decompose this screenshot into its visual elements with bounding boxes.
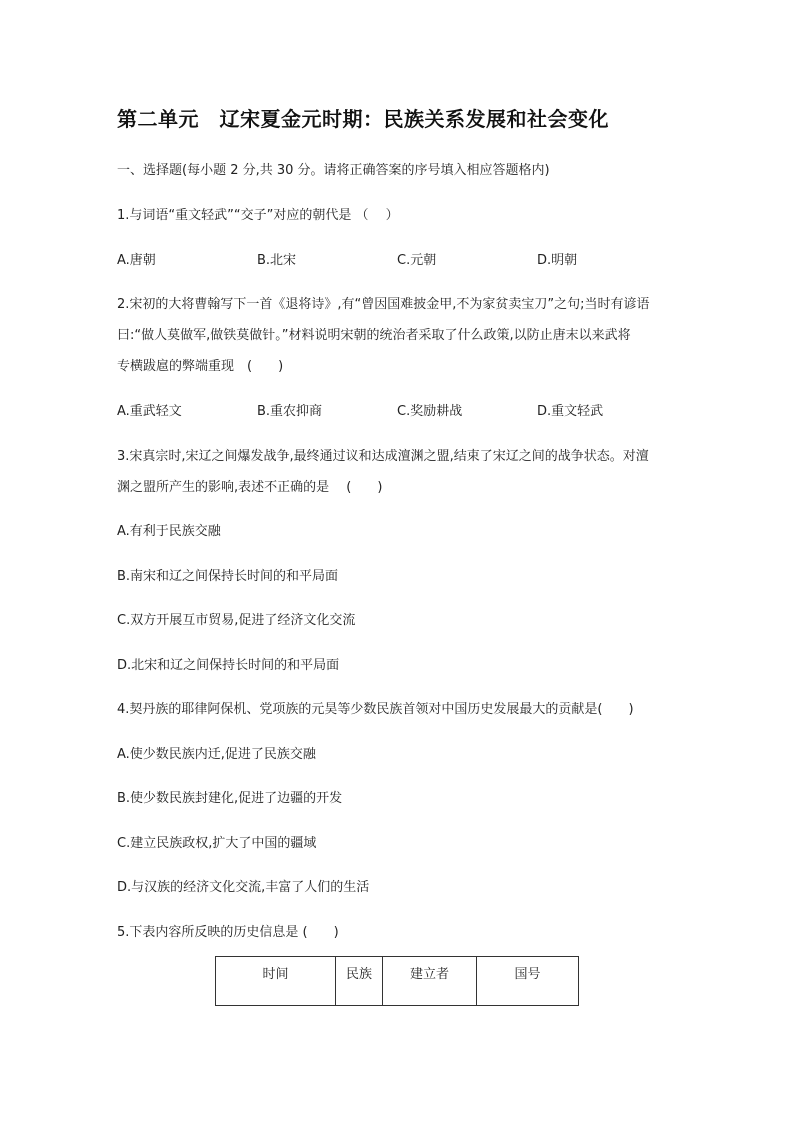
page-title: 第二单元 辽宋夏金元时期：民族关系发展和社会变化	[117, 107, 609, 131]
q3-option-c: C.双方开展互市贸易,促进了经济文化交流	[117, 613, 356, 628]
question-1-text: 1.与词语“重文轻武”“交子”对应的朝代是 （ ）	[117, 208, 399, 223]
q4-option-a: A.使少数民族内迁,促进了民族交融	[117, 747, 316, 762]
question-2-line-1: 2.宋初的大将曹翰写下一首《退将诗》,有“曾因国难披金甲,不为家贫卖宝刀”之句;当时有谚语	[117, 297, 650, 312]
question-4-text: 4.契丹族的耶律阿保机、党项族的元昊等少数民族首领对中国历史发展最大的贡献是( )	[117, 702, 634, 717]
table-header-row	[216, 957, 579, 1006]
q2-option-d: D.重文轻武	[537, 404, 604, 419]
section-header: 一、选择题(每小题 2 分,共 30 分。请将正确答案的序号填入相应答题格内)	[117, 163, 550, 178]
q1-option-c: C.元朝	[397, 253, 437, 268]
q3-option-a: A.有利于民族交融	[117, 524, 221, 539]
q4-option-b: B.使少数民族封建化,促进了边疆的开发	[117, 791, 343, 806]
q1-option-a: A.唐朝	[117, 253, 156, 268]
question-2-line-2: 曰:“做人莫做军,做铁莫做针。”材料说明宋朝的统治者采取了什么政策,以防止唐末以来武将	[117, 328, 631, 343]
question-2-line-3: 专横跋扈的弊端重现 ( )	[117, 359, 284, 374]
question-5-text: 5.下表内容所反映的历史信息是 ( )	[117, 925, 339, 940]
question-5-table	[215, 956, 579, 1006]
question-3-line-1: 3.宋真宗时,宋辽之间爆发战争,最终通过议和达成澶渊之盟,结束了宋辽之间的战争状态。对澶	[117, 449, 649, 464]
q2-option-c: C.奖励耕战	[397, 404, 463, 419]
q1-option-b: B.北宋	[257, 253, 297, 268]
table-header-founder: 建立者	[383, 957, 477, 1006]
q2-option-b: B.重农抑商	[257, 404, 323, 419]
q4-option-c: C.建立民族政权,扩大了中国的疆域	[117, 836, 317, 851]
question-3-line-2: 渊之盟所产生的影响,表述不正确的是 ( )	[117, 480, 383, 495]
q4-option-d: D.与汉族的经济文化交流,丰富了人们的生活	[117, 880, 370, 895]
q3-option-d: D.北宋和辽之间保持长时间的和平局面	[117, 658, 340, 673]
table-header-time: 时间	[216, 957, 336, 1006]
q3-option-b: B.南宋和辽之间保持长时间的和平局面	[117, 569, 339, 584]
q2-option-a: A.重武轻文	[117, 404, 182, 419]
q1-option-d: D.明朝	[537, 253, 578, 268]
table-header-ethnic: 民族	[336, 957, 383, 1006]
table-header-country-name: 国号	[477, 957, 579, 1006]
